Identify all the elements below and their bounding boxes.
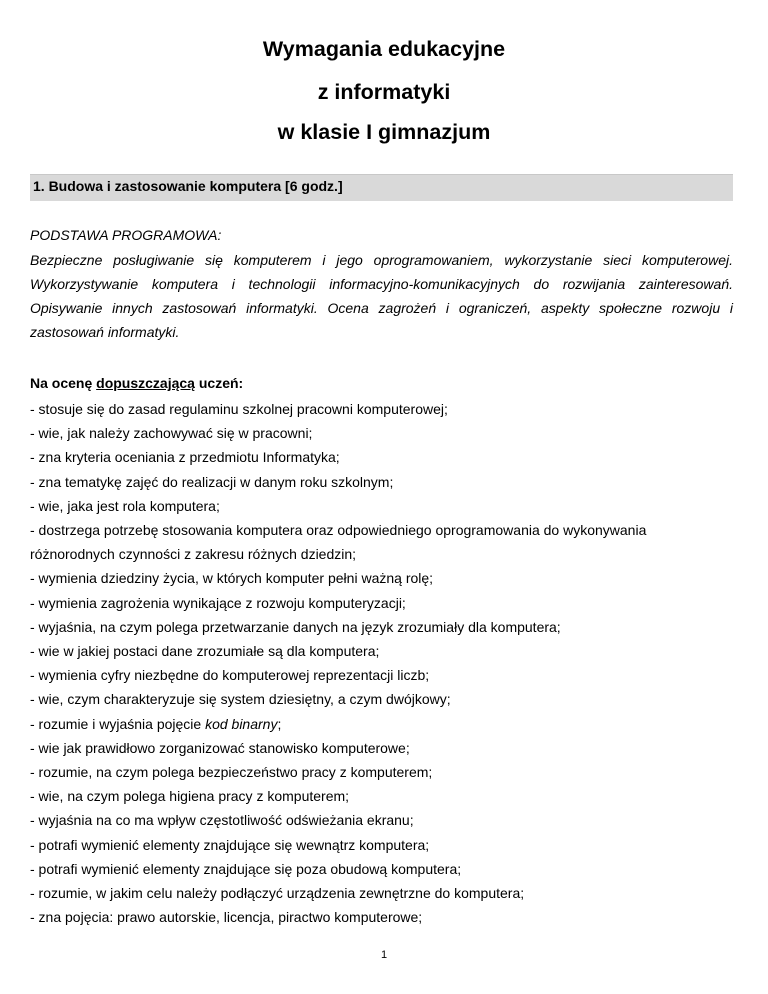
list-item: - stosuje się do zasad regulaminu szkolnej pracowni komputerowej;: [30, 401, 448, 417]
list-item: - zna pojęcia: prawo autorskie, licencja, piractwo komputerowe;: [30, 909, 423, 926]
list-item-text: - rozumie i wyjaśnia pojęcie: [30, 715, 206, 732]
list-item: - dostrzega potrzebę stosowania komputera oraz odpowiedniego oprogramowania do wykonywania: [30, 522, 647, 539]
list-item-term: kod binarny: [205, 715, 278, 732]
list-item: - wymienia cyfry niezbędne do komputerowej reprezentacji liczb;: [30, 667, 430, 684]
list-item: - wie, czym charakteryzuje się system dziesiętny, a czym dwójkowy;: [30, 691, 451, 708]
section-heading: 1. Budowa i zastosowanie komputera [6 godz.]: [33, 178, 343, 194]
list-item: - wie, jak należy zachowywać się w pracowni;: [30, 425, 313, 442]
document-title-line-3: w klasie I gimnazjum: [277, 120, 491, 144]
list-item: - wie w jakiej postaci dane zrozumiałe są dla komputera;: [30, 643, 380, 660]
grade-suffix: uczeń:: [198, 375, 244, 391]
requirements-list: [30, 397, 740, 929]
grade-name: dopuszczającą: [96, 375, 195, 391]
list-item: - wyjaśnia na co ma wpływ częstotliwość odświeżania ekranu;: [30, 812, 414, 829]
list-item: [30, 712, 740, 736]
list-item: - potrafi wymienić elementy znajdujące się wewnątrz komputera;: [30, 836, 430, 853]
list-item: - rozumie, na czym polega bezpieczeństwo pracy z komputerem;: [30, 764, 433, 781]
list-item-continuation: różnorodnych czynności z zakresu różnych dziedzin;: [30, 546, 357, 563]
grade-prefix: Na ocenę: [30, 375, 93, 391]
grade-level-heading: [30, 375, 243, 391]
list-item: - wie, na czym polega higiena pracy z komputerem;: [30, 788, 350, 805]
list-item: - wymienia zagrożenia wynikające z rozwoju komputeryzacji;: [30, 594, 406, 611]
podstawa-programowa-text: Bezpieczne posługiwanie się komputerem i jego oprogramowaniem, wykorzystanie sieci komputerowej. Wykorzystywanie komputera i technologii informacyjno-komunikacyjnych do rozwijania zainteresowań. Opisywanie innych zastosowań informatyki. Ocena zagrożeń i ograniczeń, aspekty społeczne rozwoju i zastosowań informatyki.: [30, 252, 733, 340]
list-item: - zna kryteria oceniania z przedmiotu Informatyka;: [30, 449, 340, 466]
document-title-line-1: Wymagania edukacyjne: [262, 37, 506, 61]
list-item: - wyjaśnia, na czym polega przetwarzanie danych na język zrozumiały dla komputera;: [30, 618, 561, 635]
podstawa-programowa-label: PODSTAWA PROGRAMOWA:: [30, 227, 222, 243]
page-number: 1: [380, 949, 388, 961]
list-item: - wie jak prawidłowo zorganizować stanowisko komputerowe;: [30, 739, 410, 756]
document-title-line-2: z informatyki: [317, 80, 451, 104]
list-item: - rozumie, w jakim celu należy podłączyć urządzenia zewnętrzne do komputera;: [30, 885, 525, 902]
list-item: - potrafi wymienić elementy znajdujące się poza obudową komputera;: [30, 860, 462, 877]
list-item: - zna tematykę zajęć do realizacji w danym roku szkolnym;: [30, 473, 394, 490]
list-item: - wie, jaka jest rola komputera;: [30, 497, 220, 514]
list-item: - wymienia dziedziny życia, w których komputer pełni ważną rolę;: [30, 570, 434, 587]
list-item-end: ;: [277, 715, 282, 732]
